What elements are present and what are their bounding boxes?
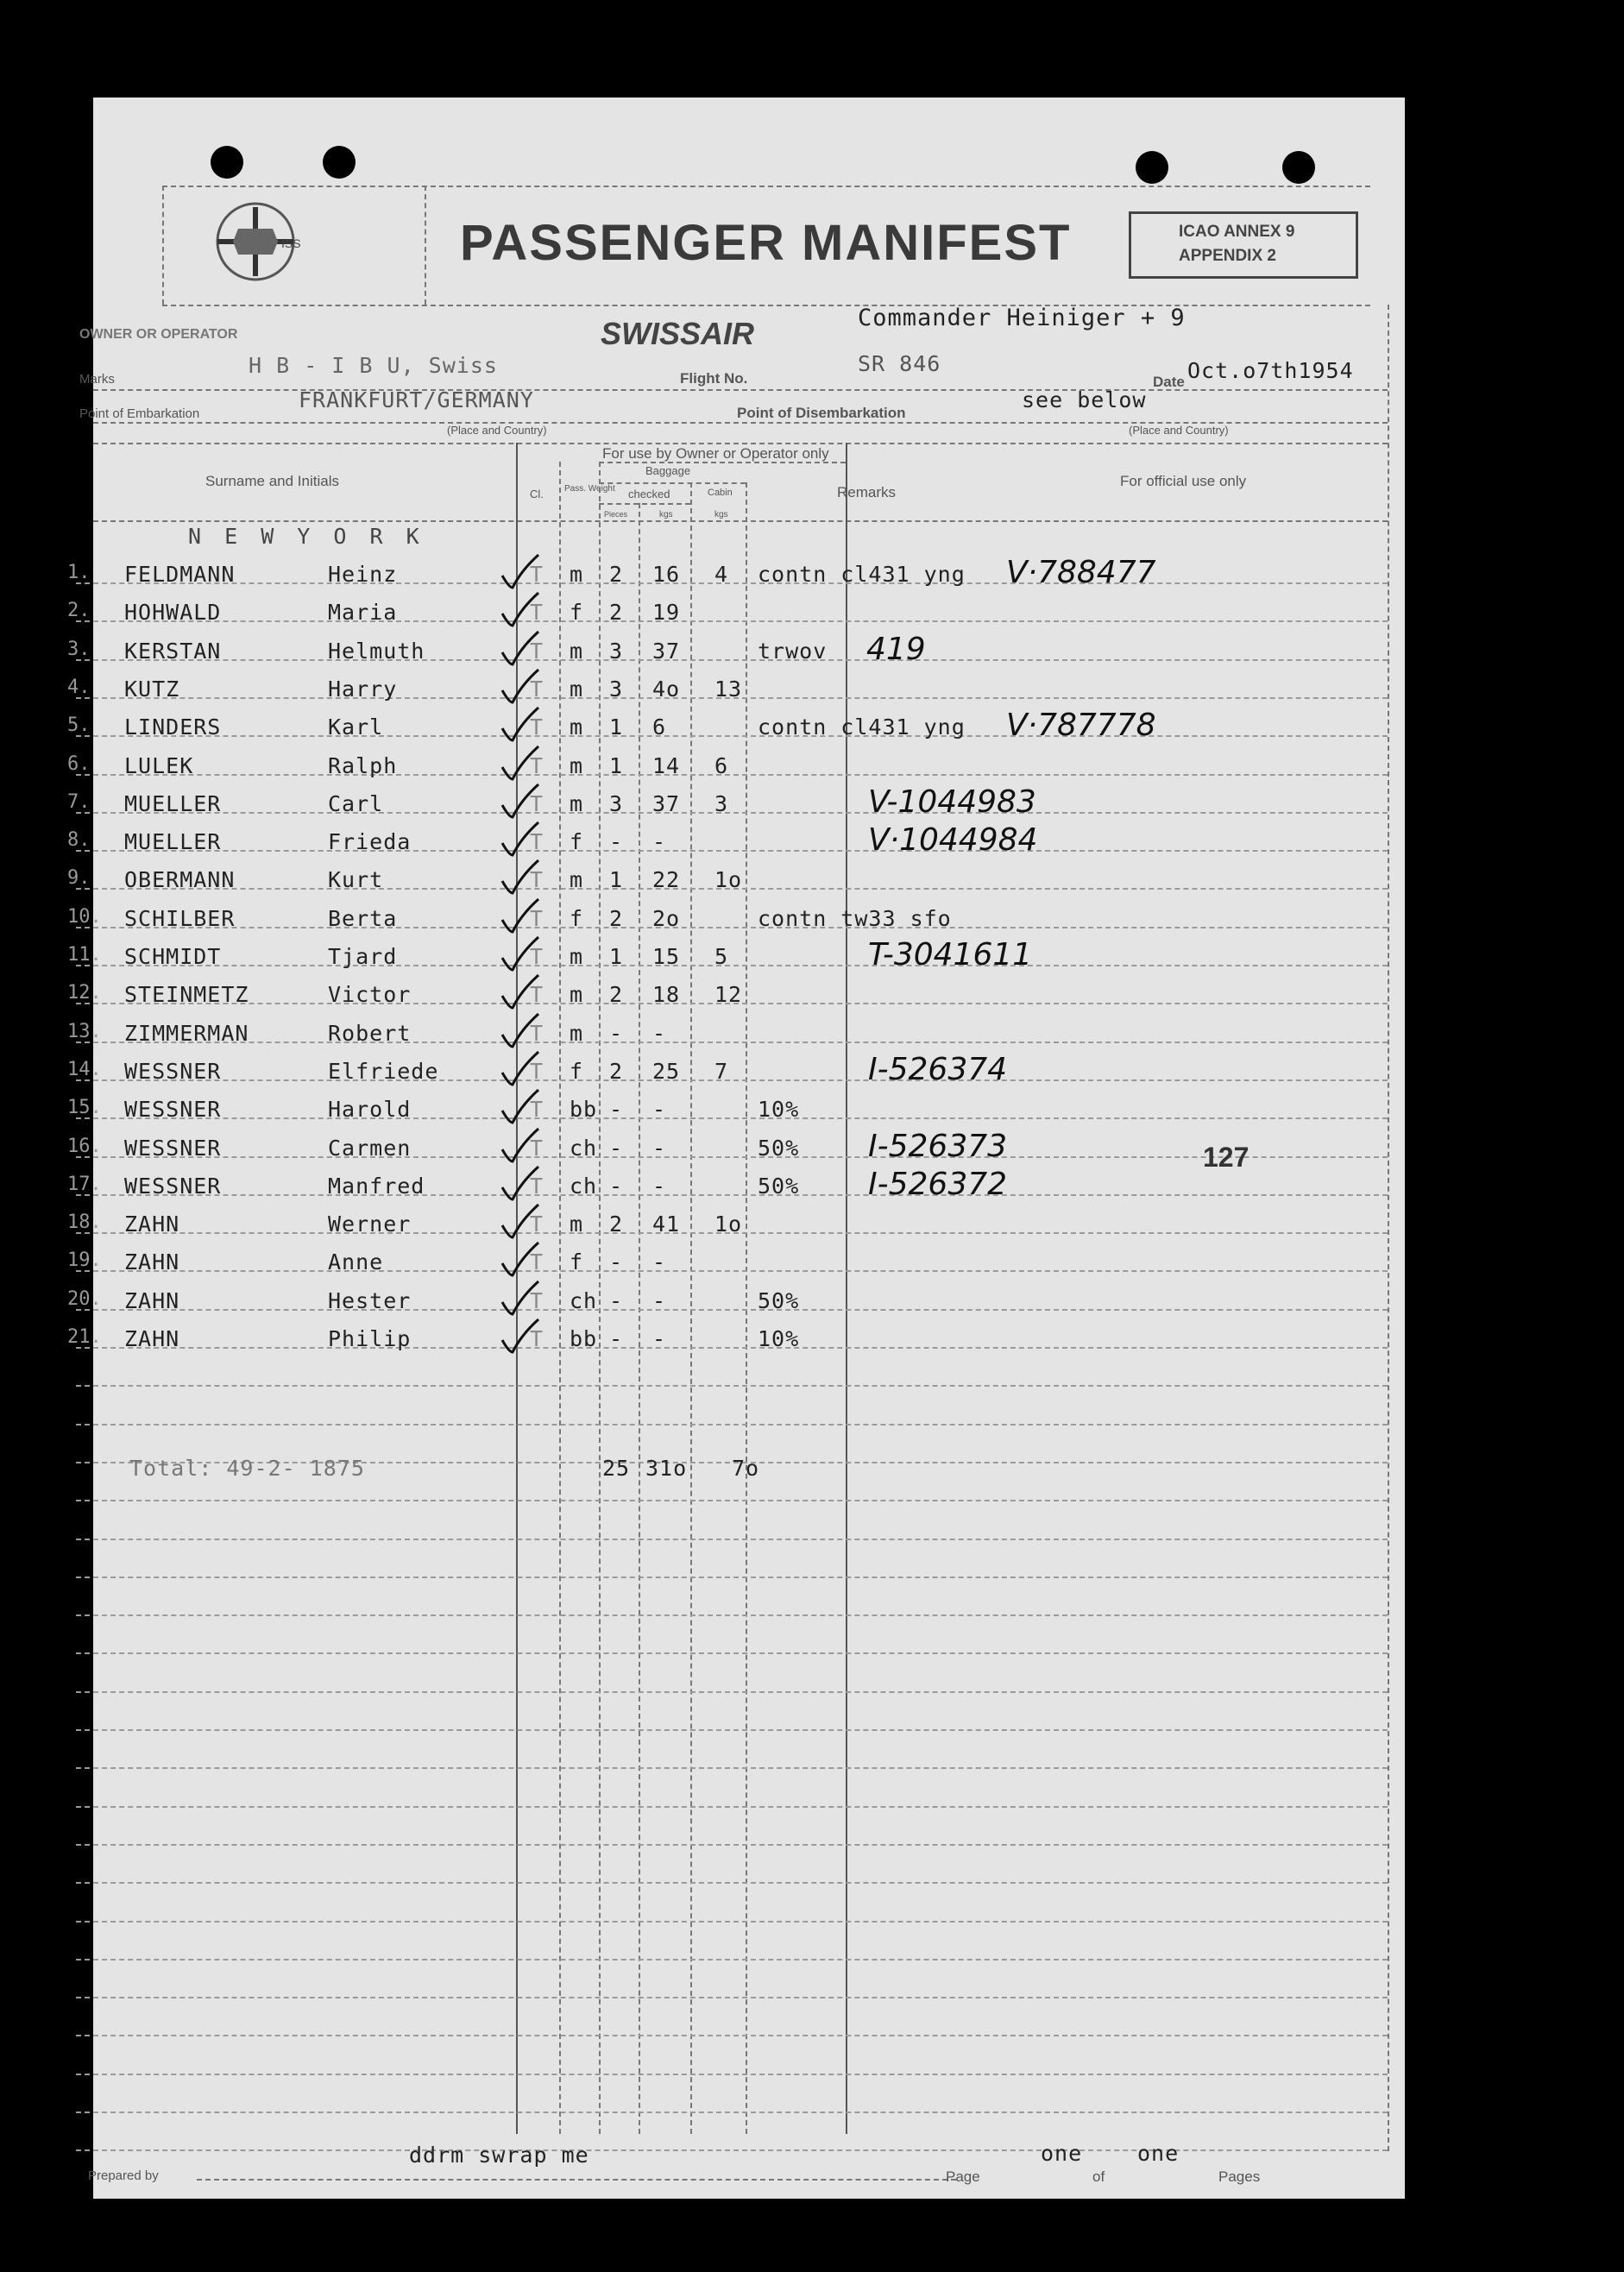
pass-weight-cell: ch [570,1173,598,1199]
row-rule [76,1729,1388,1731]
col-cabin: Cabin [708,488,733,498]
pass-weight-cell: f [570,829,584,855]
commander: Commander Heiniger + 9 [858,305,1186,331]
surname-cell: KERSTAN [124,638,222,664]
pass-weight-cell: m [570,638,584,664]
pieces-cell: 2 [609,982,624,1008]
pass-weight-cell: f [570,1058,584,1084]
col-kgs: kgs [659,510,673,519]
check-mark-icon [499,1127,542,1167]
first-name-cell: Philip [328,1326,412,1351]
pieces-cell: 1 [609,752,624,778]
table-row [67,1019,1388,1057]
surname-cell: OBERMANN [124,867,236,893]
icao-line-2: APPENDIX 2 [1179,247,1276,265]
first-name-cell: Carl [328,790,384,816]
page-value: one [1041,2141,1083,2166]
kgs-cell: 25 [652,1058,681,1084]
check-mark-icon [499,783,542,822]
class-cell: T [530,1058,544,1084]
first-name-cell: Anne [328,1249,384,1275]
row-number: 12. [67,982,102,1004]
table-row [67,1325,1388,1363]
surname-cell: ZAHN [124,1287,180,1313]
handwritten-note: 419 [866,631,926,667]
prepared-by-label: Prepared by [88,2168,159,2183]
col-checked: checked [628,488,670,500]
kgs-cell: - [652,1097,667,1123]
row-rule [76,1806,1388,1808]
pieces-cell: - [609,1097,624,1123]
row-rule [76,1539,1388,1540]
handwritten-note: I-526374 [868,1051,1008,1087]
surname-cell: LINDERS [124,714,222,740]
first-name-cell: Robert [328,1020,412,1046]
table-row [67,675,1388,713]
cabin-cell: 5 [714,944,729,969]
col-surname: Surname and Initials [205,473,339,489]
check-mark-icon [499,859,542,898]
first-name-cell: Karl [328,714,384,740]
class-cell: T [530,1249,544,1275]
first-name-cell: Manfred [328,1173,425,1199]
icao-line-1: ICAO ANNEX 9 [1179,223,1295,241]
class-cell: T [530,1287,544,1313]
remarks-cell: trwov [758,638,828,664]
remarks-cell: 50% [758,1135,800,1161]
pass-weight-cell: m [570,1212,584,1237]
pieces-cell: 3 [609,790,624,816]
pass-weight-cell: m [570,944,584,969]
class-cell: T [530,1135,544,1161]
pieces-cell: - [609,1173,624,1199]
check-mark-icon [499,1050,542,1090]
check-mark-icon [499,668,542,708]
table-row [67,784,1388,828]
kgs-cell: - [652,1249,667,1275]
handwritten-note: V·787778 [1006,708,1156,744]
pages-label: Pages [1218,2168,1261,2185]
class-cell: T [530,600,544,626]
row-number: 5. [67,714,91,737]
check-mark-icon [499,935,542,975]
class-cell: T [530,1212,544,1237]
kgs-cell: - [652,1287,667,1313]
cabin-cell: 3 [714,790,729,816]
icao-box [1129,211,1358,279]
handwritten-note: V-1044983 [868,784,1036,820]
row-number: 11. [67,944,102,966]
pass-weight-cell: ch [570,1287,598,1313]
class-cell: T [530,829,544,855]
surname-cell: ZAHN [124,1249,180,1275]
totals-cabin: 7o [732,1456,760,1481]
surname-cell: SCHMIDT [124,944,222,969]
pieces-cell: 2 [609,1212,624,1237]
of-label: of [1092,2168,1105,2185]
table-row [67,1095,1388,1133]
table-row [67,865,1388,903]
class-cell: T [530,790,544,816]
pass-weight-cell: m [570,752,584,778]
kgs-cell: 4o [652,676,681,702]
kgs-cell: 14 [652,752,681,778]
kgs-cell: - [652,829,667,855]
class-cell: T [530,1097,544,1123]
punch-hole [211,146,243,179]
cabin-cell: 7 [714,1058,729,1084]
table-row [67,1210,1388,1248]
check-mark-icon [499,1280,542,1319]
row-number: 3. [67,638,91,660]
row-number: 4. [67,676,91,698]
pieces-cell: 2 [609,562,624,587]
col-baggage: Baggage [645,464,691,477]
handwritten-note: V·1044984 [868,822,1038,859]
pass-weight-cell: f [570,1249,584,1275]
handwritten-note: V·788477 [1006,555,1156,590]
check-mark-icon [499,706,542,746]
kgs-cell: 37 [652,638,681,664]
pass-weight-cell: bb [570,1326,598,1351]
marks-label: Marks [79,372,115,387]
section-heading: N E W Y O R K [188,524,425,549]
pass-weight-cell: bb [570,1097,598,1123]
pass-weight-cell: ch [570,1135,598,1161]
of-value: one [1137,2141,1180,2166]
surname-cell: WESSNER [124,1097,222,1123]
pass-weight-cell: m [570,676,584,702]
remarks-cell: 10% [758,1326,800,1351]
row-number: 8. [67,829,91,852]
surname-cell: MUELLER [124,829,222,855]
flight-value: SR 846 [858,351,941,376]
row-rule [76,1691,1388,1693]
table-row [67,1287,1388,1325]
row-number: 17. [67,1173,102,1195]
first-name-cell: Maria [328,600,398,626]
row-rule [76,2035,1388,2036]
class-cell: T [530,905,544,931]
check-mark-icon [499,553,542,593]
first-name-cell: Harry [328,676,398,702]
row-rule [76,1614,1388,1616]
first-name-cell: Tjard [328,944,398,969]
pass-weight-cell: m [570,714,584,740]
pass-weight-cell: m [570,562,584,587]
row-rule [76,1652,1388,1654]
disembark-value: see below [1022,387,1147,412]
handwritten-note: I-526372 [868,1166,1008,1202]
kgs-cell: 19 [652,600,681,626]
row-number: 21. [67,1326,102,1348]
table-row [67,631,1388,675]
class-cell: T [530,1020,544,1046]
totals-kgs: 31o [645,1456,688,1481]
cabin-cell: 1o [714,1212,743,1237]
class-cell: T [530,562,544,587]
punch-hole [1136,151,1168,184]
totals-pcs: 25 [602,1456,631,1481]
pieces-cell: 1 [609,944,624,969]
table-row [67,752,1388,790]
pieces-cell: - [609,1020,624,1046]
surname-cell: LULEK [124,752,194,778]
col-owner-use: For use by Owner or Operator only [602,445,829,462]
surname-cell: MUELLER [124,790,222,816]
surname-cell: WESSNER [124,1058,222,1084]
row-rule [76,1844,1388,1846]
row-rule [76,1385,1388,1387]
embark-label: Point of Embarkation [79,406,200,421]
first-name-cell: Hester [328,1287,412,1313]
surname-cell: STEINMETZ [124,982,249,1008]
manifest-sheet [67,98,1405,2199]
remarks-cell: contn cl431 yng [758,714,966,740]
kgs-cell: - [652,1135,667,1161]
flight-label: Flight No. [680,370,748,387]
embark-value: FRANKFURT/GERMANY [299,387,534,412]
check-mark-icon [499,1088,542,1128]
table-row [67,937,1388,980]
place-country-2: (Place and Country) [1129,424,1229,437]
kgs-cell: - [652,1020,667,1046]
row-number: 13. [67,1020,102,1042]
remarks-cell: 10% [758,1097,800,1123]
row-number: 16. [67,1135,102,1157]
class-cell: T [530,867,544,893]
row-number: 9. [67,867,91,890]
check-mark-icon [499,1012,542,1052]
kgs-cell: 41 [652,1212,681,1237]
row-number: 6. [67,752,91,775]
class-cell: T [530,638,544,664]
row-number: 1. [67,562,91,583]
first-name-cell: Berta [328,905,398,931]
table-row [67,822,1388,865]
kgs-cell: 15 [652,944,681,969]
signature-text: ddrm swrap me [409,2143,589,2168]
first-name-cell: Elfriede [328,1058,439,1084]
marks-value: H B - I B U, Swiss [249,353,498,378]
row-rule [76,1767,1388,1769]
first-name-cell: Victor [328,982,412,1008]
first-name-cell: Ralph [328,752,398,778]
date-label: Date [1153,374,1185,390]
kgs-cell: 6 [652,714,667,740]
row-rule [76,2112,1388,2113]
pieces-cell: 1 [609,867,624,893]
table-row [67,904,1388,942]
first-name-cell: Harold [328,1097,412,1123]
row-rule [76,1882,1388,1884]
remarks-cell: contn cl431 yng [758,562,966,587]
surname-cell: FELDMANN [124,562,236,587]
pieces-cell: - [609,1249,624,1275]
pieces-cell: 2 [609,905,624,931]
check-mark-icon [499,1318,542,1357]
table-row [67,1248,1388,1286]
place-country-1: (Place and Country) [447,424,547,437]
col-cl: Cl. [530,488,544,500]
row-number: 7. [67,790,91,813]
pieces-cell: - [609,829,624,855]
disembark-label: Point of Disembarkation [737,405,906,421]
class-cell: T [530,944,544,969]
table-row [67,1166,1388,1210]
pieces-cell: - [609,1287,624,1313]
official-number: 127 [1203,1142,1249,1173]
surname-cell: ZIMMERMAN [124,1020,249,1046]
punch-hole [1282,151,1315,184]
handwritten-note: I-526373 [868,1128,1008,1164]
class-cell: T [530,1173,544,1199]
check-mark-icon [499,897,542,937]
row-number: 15. [67,1097,102,1119]
surname-cell: KUTZ [124,676,180,702]
kgs-cell: - [652,1173,667,1199]
check-mark-icon [499,1203,542,1243]
row-number: 2. [67,600,91,622]
kgs-cell: 18 [652,982,681,1008]
cabin-cell: 6 [714,752,729,778]
row-rule [76,1959,1388,1960]
row-number: 18. [67,1212,102,1234]
pieces-cell: - [609,1135,624,1161]
pieces-cell: - [609,1326,624,1351]
row-number: 19. [67,1249,102,1272]
kgs-cell: 2o [652,905,681,931]
row-rule [76,1424,1388,1426]
check-mark-icon [499,1165,542,1205]
pieces-cell: 3 [609,638,624,664]
kgs-cell: 16 [652,562,681,587]
row-rule [76,1921,1388,1923]
check-mark-icon [499,1241,542,1281]
row-rule [76,1997,1388,1998]
surname-cell: WESSNER [124,1135,222,1161]
first-name-cell: Frieda [328,829,412,855]
table-row [67,598,1388,636]
owner-label: OWNER OR OPERATOR [79,327,238,342]
surname-cell: HOHWALD [124,600,222,626]
row-rule [76,2149,1388,2151]
airline-name: SWISSAIR [601,316,755,351]
class-cell: T [530,752,544,778]
row-rule [76,1577,1388,1578]
totals-label: Total: 49-2- 1875 [129,1456,365,1481]
class-cell: T [530,714,544,740]
class-cell: T [530,982,544,1008]
col-official: For official use only [1120,473,1247,489]
svg-text:ISS: ISS [281,236,301,250]
pass-weight-cell: m [570,867,584,893]
pass-weight-cell: m [570,790,584,816]
pieces-cell: 1 [609,714,624,740]
pass-weight-cell: f [570,600,584,626]
row-number: 20. [67,1287,102,1310]
check-mark-icon [499,821,542,860]
row-rule [76,2074,1388,2075]
remarks-cell: 50% [758,1173,800,1199]
pieces-cell: 3 [609,676,624,702]
check-mark-icon [499,973,542,1013]
col-pieces: Pieces [604,510,628,519]
first-name-cell: Heinz [328,562,398,587]
surname-cell: WESSNER [124,1173,222,1199]
cabin-cell: 4 [714,562,729,587]
row-rule [76,1500,1388,1501]
pass-weight-cell: m [570,982,584,1008]
row-number: 14. [67,1058,102,1080]
first-name-cell: Werner [328,1212,412,1237]
remarks-cell: 50% [758,1287,800,1313]
check-mark-icon [499,591,542,631]
airline-logo-icon [195,194,316,289]
table-row [67,708,1388,751]
first-name-cell: Carmen [328,1135,412,1161]
class-cell: T [530,676,544,702]
punch-hole [323,146,356,179]
first-name-cell: Helmuth [328,638,425,664]
page-label: Page [946,2168,980,2185]
check-mark-icon [499,630,542,670]
pass-weight-cell: f [570,905,584,931]
table-row [67,980,1388,1018]
page-title: PASSENGER MANIFEST [460,215,1072,271]
table-row [67,1051,1388,1095]
surname-cell: ZAHN [124,1212,180,1237]
col-cabin-kgs: kgs [714,510,728,519]
first-name-cell: Kurt [328,867,384,893]
date-value: Oct.o7th1954 [1187,358,1354,383]
table-row [67,1128,1388,1172]
pieces-cell: 2 [609,1058,624,1084]
handwritten-note: T-3041611 [868,937,1033,972]
kgs-cell: - [652,1326,667,1351]
pass-weight-cell: m [570,1020,584,1046]
col-remarks: Remarks [837,484,897,500]
remarks-cell: contn tw33 sfo [758,905,952,931]
row-number: 10. [67,905,102,928]
col-pass-weight: Pass. Weight [564,484,615,494]
surname-cell: ZAHN [124,1326,180,1351]
kgs-cell: 22 [652,867,681,893]
pieces-cell: 2 [609,600,624,626]
cabin-cell: 1o [714,867,743,893]
check-mark-icon [499,745,542,784]
surname-cell: SCHILBER [124,905,236,931]
cabin-cell: 13 [714,676,743,702]
class-cell: T [530,1326,544,1351]
cabin-cell: 12 [714,982,743,1008]
kgs-cell: 37 [652,790,681,816]
table-row [67,555,1388,598]
